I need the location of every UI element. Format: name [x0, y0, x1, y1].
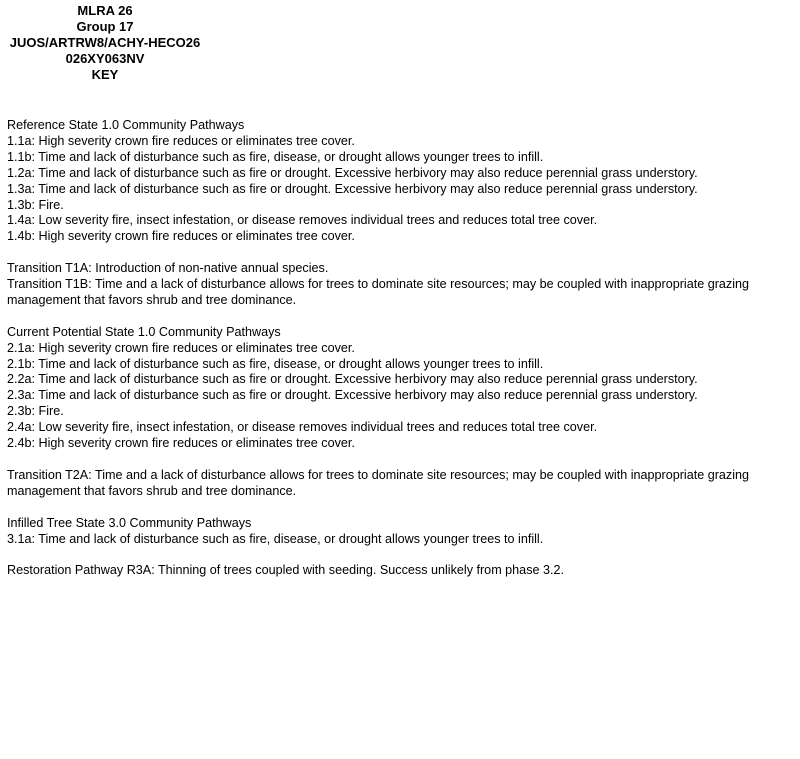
pathway-2-3b: 2.3b: Fire. — [7, 404, 64, 419]
pathway-2-1a: 2.1a: High severity crown fire reduces or eliminates tree cover. — [7, 340, 355, 355]
section-reference-state — [7, 118, 797, 245]
pathway-1-1b: 1.1b: Time and lack of disturbance such as fire, disease, or drought allows younger trees to infill. — [7, 149, 544, 164]
section-title: Current Potential State 1.0 Community Pathways — [7, 324, 281, 339]
pathway-1-4b: 1.4b: High severity crown fire reduces or eliminates tree cover. — [7, 229, 355, 244]
document-header — [0, 3, 210, 83]
section-title: Infilled Tree State 3.0 Community Pathways — [7, 515, 252, 530]
pathway-2-4a: 2.4a: Low severity fire, insect infestation, or disease removes individual trees and reduces total tree cover. — [7, 420, 598, 435]
pathway-1-3b: 1.3b: Fire. — [7, 197, 64, 212]
header-species-code: JUOS/ARTRW8/ACHY-HECO26 — [9, 35, 201, 50]
pathway-1-2a: 1.2a: Time and lack of disturbance such as fire or drought. Excessive herbivory may also reduce perennial grass understory. — [7, 165, 698, 180]
pathway-3-1a: 3.1a: Time and lack of disturbance such as fire, disease, or drought allows younger trees to infill. — [7, 531, 544, 546]
pathway-1-3a: 1.3a: Time and lack of disturbance such as fire or drought. Excessive herbivory may also reduce perennial grass understory. — [7, 181, 698, 196]
document-body — [7, 118, 797, 595]
header-site-id: 026XY063NV — [65, 51, 145, 66]
transition-t1b: Transition T1B: Time and a lack of disturbance allows for trees to dominate site resources; may be coupled with inappropriate grazing management that favors shrub and tree dominance. — [7, 277, 750, 307]
pathway-1-4a: 1.4a: Low severity fire, insect infestation, or disease removes individual trees and reduces total tree cover. — [7, 213, 598, 228]
section-restoration — [7, 563, 797, 579]
section-title: Reference State 1.0 Community Pathways — [7, 118, 245, 132]
pathway-2-4b: 2.4b: High severity crown fire reduces or eliminates tree cover. — [7, 436, 355, 451]
header-mlra: MLRA 26 — [77, 3, 133, 18]
transition-t1a: Transition T1A: Introduction of non-native annual species. — [7, 261, 329, 276]
pathway-2-1b: 2.1b: Time and lack of disturbance such as fire, disease, or drought allows younger trees to infill. — [7, 356, 544, 371]
header-key: KEY — [91, 67, 119, 82]
pathway-2-2a: 2.2a: Time and lack of disturbance such as fire or drought. Excessive herbivory may also reduce perennial grass understory. — [7, 372, 698, 387]
section-transitions-2 — [7, 468, 797, 500]
pathway-2-3a: 2.3a: Time and lack of disturbance such as fire or drought. Excessive herbivory may also reduce perennial grass understory. — [7, 388, 698, 403]
section-infilled-tree-state — [7, 516, 797, 548]
header-group: Group 17 — [76, 19, 134, 34]
section-transitions-1 — [7, 261, 797, 309]
transition-t2a: Transition T2A: Time and a lack of disturbance allows for trees to dominate site resources; may be coupled with inappropriate grazing management that favors shrub and tree dominance. — [7, 467, 750, 498]
pathway-1-1a: 1.1a: High severity crown fire reduces or eliminates tree cover. — [7, 133, 355, 148]
restoration-r3a: Restoration Pathway R3A: Thinning of trees coupled with seeding. Success unlikely from phase 3.2. — [7, 563, 564, 578]
section-current-potential-state — [7, 325, 797, 452]
